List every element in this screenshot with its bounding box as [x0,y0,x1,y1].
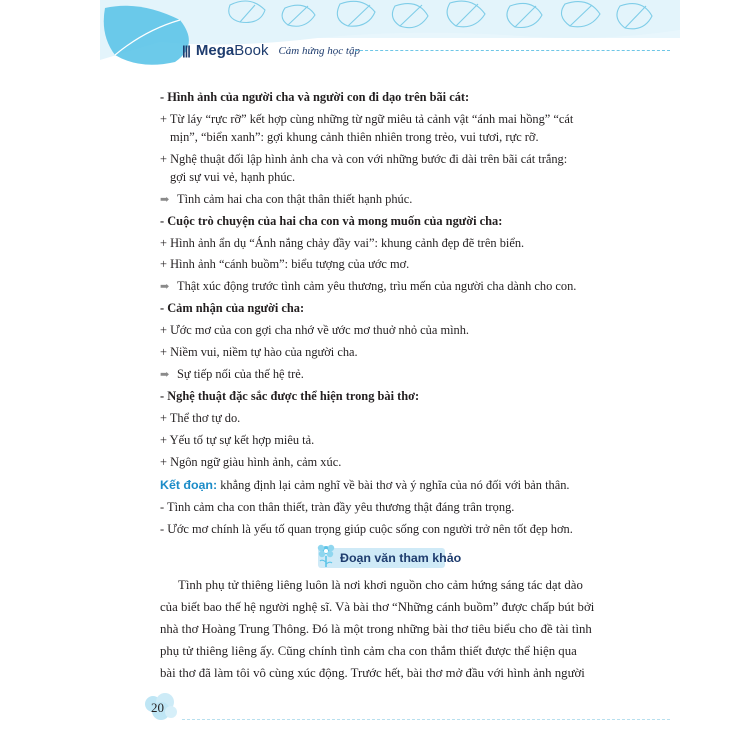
brand-name: MegaBook [195,42,269,59]
arrow-conclusion: ➡ Thật xúc động trước tình cảm yêu thương, trìu mến của người cha dành cho con. [160,279,577,293]
arrow-right-icon: ➡ [160,369,170,381]
list-item-cont: mịn”, “biển xanh”: gợi khung cảnh thiên nhiên trong trẻo, vui tươi, rực rỡ. [170,130,539,144]
list-item: + Thể thơ tự do. [160,411,241,425]
list-item: + Từ láy “rực rỡ” kết hợp cùng những từ ngữ miêu tả cảnh vật “ánh mai hồng” “cát [160,112,574,126]
heading-conversation: - Cuộc trò chuyện của hai cha con và mong muốn của người cha: [160,214,503,228]
list-item: + Niềm vui, niềm tự hào của người cha. [160,345,358,359]
reference-line: Tình phụ tử thiêng liêng luôn là nơi khơi nguồn cho cảm hứng sáng tác dạt dào [178,578,583,592]
reference-title: Đoạn văn tham khảo [340,551,462,565]
flower-icon [314,541,338,569]
arrow-conclusion: ➡ Tình cảm hai cha con thật thân thiết hạnh phúc. [160,192,413,206]
brand-bars-icon: ||| [182,43,190,58]
list-item: - Ước mơ chính là yếu tố quan trọng giúp cuộc sống con người trở nên tốt đẹp hơn. [160,522,573,536]
arrow-right-icon: ➡ [160,281,170,293]
heading-artistry: - Nghệ thuật đặc sắc được thể hiện trong bài thơ: [160,389,420,403]
list-item: + Yếu tố tự sự kết hợp miêu tả. [160,433,315,447]
brand-logo [182,42,360,59]
reference-line: nhà thơ Hoàng Trung Thông. Đó là một trong những bài thơ tiêu biểu cho đề tài tình [160,622,592,636]
footer-divider [182,719,670,720]
brand-tagline: Cảm hứng học tập [278,44,360,57]
reference-line: bài thơ đã làm tôi vô cùng xúc động. Trước hết, bài thơ mở đầu với hình ảnh người [160,666,585,680]
header-divider [355,50,670,51]
list-item: + Ước mơ của con gợi cha nhớ về ước mơ thuở nhỏ của mình. [160,323,470,337]
list-item: + Hình ảnh “cánh buồm”: biểu tượng của ước mơ. [160,257,410,271]
list-item: + Ngôn ngữ giàu hình ảnh, cảm xúc. [160,455,342,469]
reference-line: của biết bao thế hệ người nghệ sĩ. Và bài thơ “Những cánh buồm” được chấp bút bởi [160,600,595,614]
arrow-right-icon: ➡ [160,194,170,206]
heading-father-feelings: - Cảm nhận của người cha: [160,301,305,315]
list-item: + Nghệ thuật đối lập hình ảnh cha và con với những bước đi dài trên bãi cát trắng: [160,152,568,166]
conclusion-paragraph: Kết đoạn: khẳng định lại cảm nghĩ về bài thơ và ý nghĩa của nó đối với bản thân. [160,478,570,492]
heading-father-son-walk: - Hình ảnh của người cha và người con đi dạo trên bãi cát: [160,90,470,104]
page-number: 20 [151,700,164,715]
arrow-conclusion: ➡ Sự tiếp nối của thế hệ trẻ. [160,367,304,381]
leaf-header-decoration [100,0,680,70]
list-item: + Hình ảnh ẩn dụ “Ánh nắng chảy đầy vai”: khung cảnh đẹp đẽ trên biển. [160,236,525,250]
list-item: - Tình cảm cha con thân thiết, tràn đầy yêu thương thật đáng trân trọng. [160,500,515,514]
reference-line: phụ tử thiêng liêng ấy. Cũng chính tình cảm cha con thắm thiết được thể hiện qua [160,644,577,658]
list-item-cont: gợi sự vui vẻ, hạnh phúc. [170,170,296,184]
conclusion-label: Kết đoạn: [160,478,218,492]
